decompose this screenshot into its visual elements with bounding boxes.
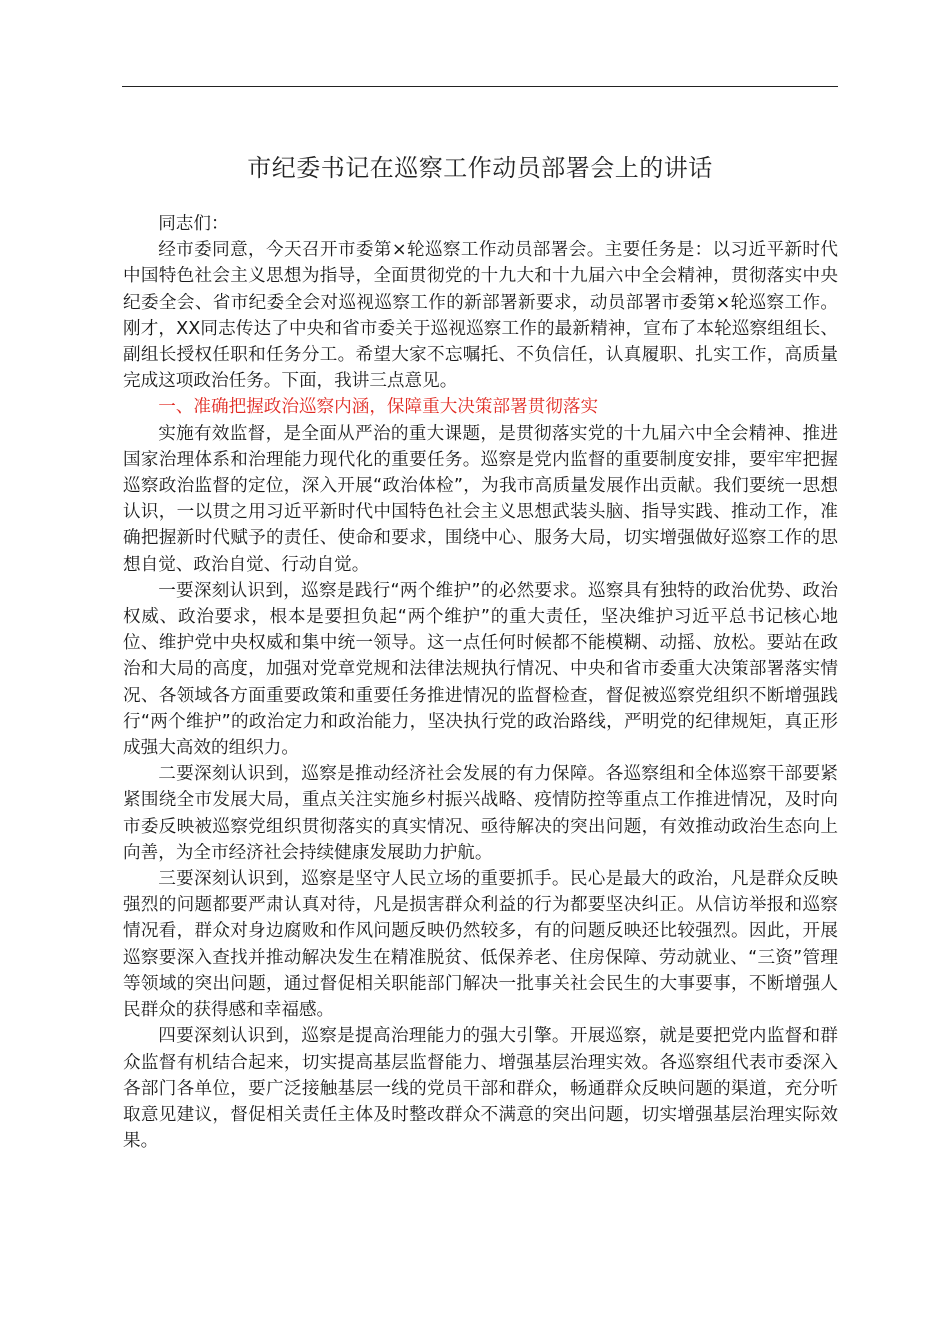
document-body	[123, 211, 838, 1154]
intro-paragraph: 经市委同意，今天召开市委第×轮巡察工作动员部署会。主要任务是：以习近平新时代中国特色社会主义思想为指导，全面贯彻党的十九大和十九届六中全会精神，贯彻落实中央纪委全会、省市纪委全会对巡视巡察工作的新部署新要求，动员部署市委第×轮巡察工作。刚才，XX同志传达了中央和省市委关于巡视巡察工作的最新精神，宣布了本轮巡察组组长、副组长授权任职和任务分工。希望大家不忘嘱托、不负信任，认真履职、扎实工作，高质量完成这项政治任务。下面，我讲三点意见。	[123, 240, 838, 392]
header-rule	[122, 86, 838, 87]
section1-paragraph-3: 二要深刻认识到，巡察是推动经济社会发展的有力保障。各巡察组和全体巡察干部要紧紧围绕全市发展大局，重点关注实施乡村振兴战略、疫情防控等重点工作推进情况，及时向市委反映被巡察党组织贯彻落实的真实情况、亟待解决的突出问题，有效推动政治生态向上向善，为全市经济社会持续健康发展助力护航。	[123, 764, 838, 863]
salutation: 同志们：	[158, 214, 229, 234]
section1-paragraph-2: 一要深刻认识到，巡察是践行“两个维护”的必然要求。巡察具有独特的政治优势、政治权威、政治要求，根本是要担负起“两个维护”的重大责任，坚决维护习近平总书记核心地位、维护党中央权威和集中统一领导。这一点任何时候都不能模糊、动摇、放松。要站在政治和大局的高度，加强对党章党规和法律法规执行情况、中央和省市委重大决策部署落实情况、各领域各方面重要政策和重要任务推进情况的监督检查，督促被巡察党组织不断增强践行“两个维护”的政治定力和政治能力，坚决执行党的政治路线，严明党的纪律规矩，真正形成强大高效的组织力。	[123, 580, 838, 759]
section1-paragraph-5: 四要深刻认识到，巡察是提高治理能力的强大引擎。开展巡察，就是要把党内监督和群众监督有机结合起来，切实提高基层监督能力、增强基层治理实效。各巡察组代表市委深入各部门各单位，要广泛接触基层一线的党员干部和群众，畅通群众反映问题的渠道，充分听取意见建议，督促相关责任主体及时整改群众不满意的突出问题，切实增强基层治理实际效果。	[123, 1026, 838, 1152]
section1-paragraph-4: 三要深刻认识到，巡察是坚守人民立场的重要抓手。民心是最大的政治，凡是群众反映强烈的问题都要严肃认真对待，凡是损害群众利益的行为都要坚决纠正。从信访举报和巡察情况看，群众对身边腐败和作风问题反映仍然较多，有的问题反映还比较强烈。因此，开展巡察要深入查找并推动解决发生在精准脱贫、低保养老、住房保障、劳动就业、“三资”管理等领域的突出问题，通过督促相关职能部门解决一批事关社会民生的大事要事，不断增强人民群众的获得感和幸福感。	[123, 869, 838, 1021]
section-heading-1: 一、准确把握政治巡察内涵，保障重大决策部署贯彻落实	[158, 397, 599, 418]
page-title: 市纪委书记在巡察工作动员部署会上的讲话	[247, 154, 713, 182]
section1-paragraph-1: 实施有效监督，是全面从严治的重大课题，是贯彻落实党的十九届六中全会精神、推进国家治理体系和治理能力现代化的重要任务。巡察是党内监督的重要制度安排，要牢牢把握巡察政治监督的定位，深入开展“政治体检”，为我市高质量发展作出贡献。我们要统一思想认识，一以贯之用习近平新时代中国特色社会主义思想武装头脑、指导实践、推动工作，准确把握新时代赋予的责任、使命和要求，围绕中心、服务大局，切实增强做好巡察工作的思想自觉、政治自觉、行动自觉。	[123, 423, 838, 575]
